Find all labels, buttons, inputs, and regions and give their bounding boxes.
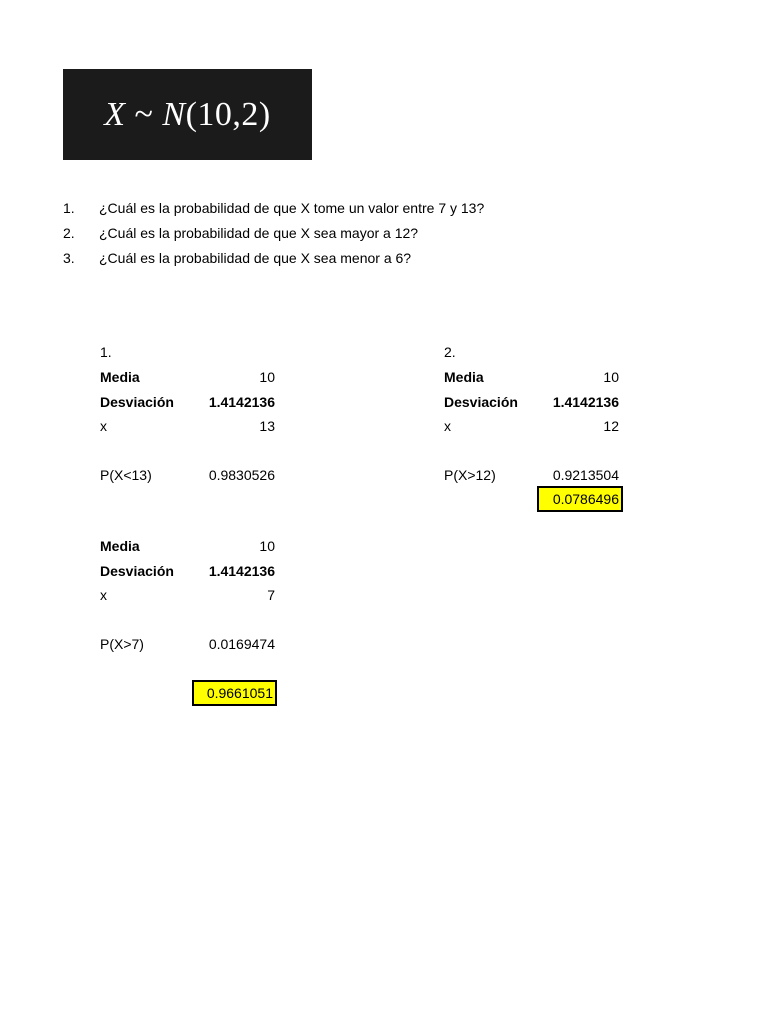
media-label: Media <box>444 369 484 385</box>
probability-label: P(X>7) <box>100 636 144 652</box>
media-label: Media <box>100 369 140 385</box>
desviacion-value: 1.4142136 <box>208 394 275 410</box>
x-label: x <box>100 587 107 603</box>
probability-value: 0.9830526 <box>208 467 275 483</box>
probability-label: P(X>12) <box>444 467 496 483</box>
calc-block-3 <box>100 536 278 666</box>
x-label: x <box>444 418 451 434</box>
calc-block-1 <box>100 342 278 492</box>
result-highlight-2: 0.0786496 <box>537 486 623 512</box>
desviacion-value: 1.4142136 <box>208 563 275 579</box>
x-value: 7 <box>267 587 275 603</box>
x-value: 12 <box>603 418 619 434</box>
question-list <box>63 199 484 274</box>
block2-title: 2. <box>444 344 456 360</box>
probability-label: P(X<13) <box>100 467 152 483</box>
formula-params: (10,2) <box>185 95 271 133</box>
desviacion-label: Desviación <box>444 394 518 410</box>
media-value: 10 <box>603 369 619 385</box>
media-label: Media <box>100 538 140 554</box>
block1-title: 1. <box>100 344 112 360</box>
formula-n: N <box>162 95 186 133</box>
formula-tilde: ~ <box>134 95 154 133</box>
media-value: 10 <box>259 369 275 385</box>
media-value: 10 <box>259 538 275 554</box>
desviacion-label: Desviación <box>100 394 174 410</box>
formula-x: X <box>104 95 126 133</box>
question-item: 3. ¿Cuál es la probabilidad de que X sea menor a 6? <box>63 250 412 266</box>
probability-value: 0.9213504 <box>552 467 619 483</box>
question-item: 1. ¿Cuál es la probabilidad de que X tome un valor entre 7 y 13? <box>63 200 485 216</box>
x-label: x <box>100 418 107 434</box>
probability-value: 0.0169474 <box>208 636 275 652</box>
x-value: 13 <box>259 418 275 434</box>
question-item: 2. ¿Cuál es la probabilidad de que X sea mayor a 12? <box>63 225 419 241</box>
desviacion-label: Desviación <box>100 563 174 579</box>
result-highlight-3: 0.9661051 <box>192 680 277 706</box>
desviacion-value: 1.4142136 <box>552 394 619 410</box>
distribution-formula <box>63 69 312 160</box>
